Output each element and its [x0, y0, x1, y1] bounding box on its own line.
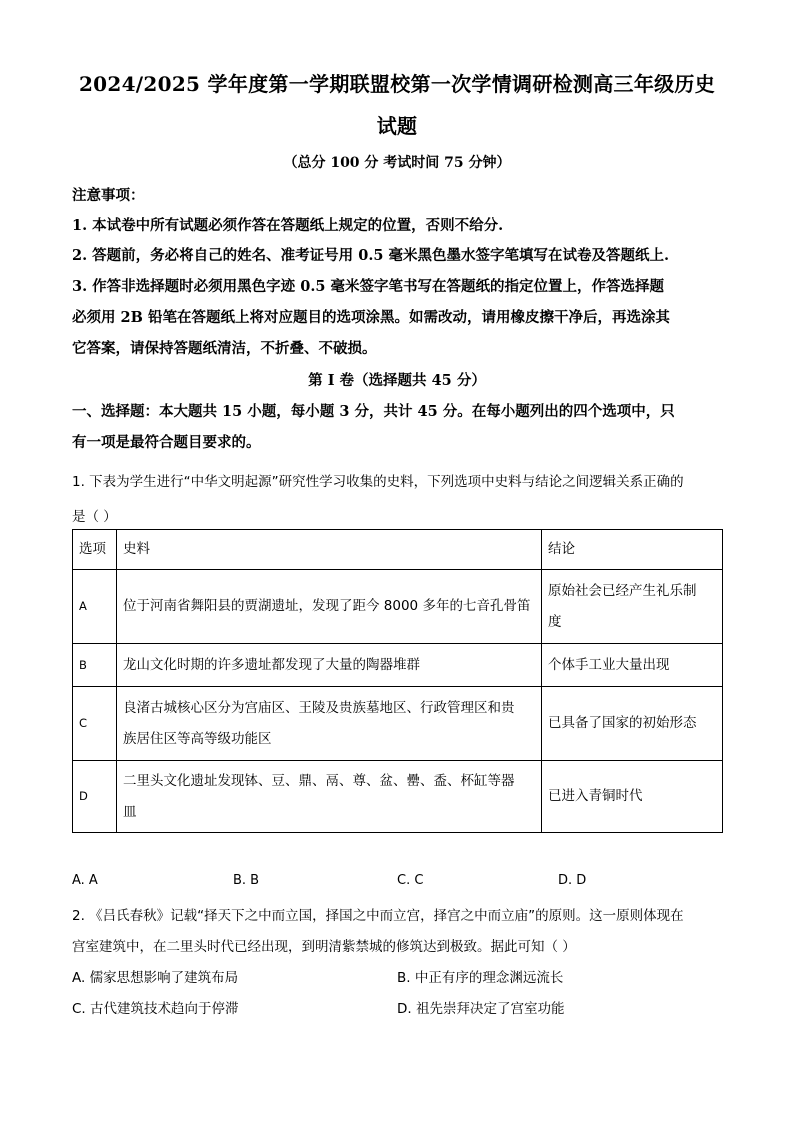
row-option: B [73, 644, 117, 687]
notes-line-2: 2. 答题前，务必将自己的姓名、准考证号用 0.5 毫米黑色墨水签字笔填写在试卷及答题纸上. [72, 247, 670, 264]
header-option: 选项 [73, 530, 117, 570]
row-material-line: 皿 [123, 803, 137, 820]
notes-line-1: 1. 本试卷中所有试题必须作答在答题纸上规定的位置，否则不给分. [72, 217, 504, 234]
exam-title-line1: 2024/2025 学年度第一学期联盟校第一次学情调研检测高三年级历史 [78, 72, 716, 96]
q1-stem-line2: 是（ ） [72, 509, 117, 525]
q1-stem-line1: 1. 下表为学生进行“中华文明起源”研究性学习收集的史料，下列选项中史料与结论之间逻辑关系正确的 [72, 474, 684, 490]
row-conclusion [542, 761, 723, 833]
row-conclusion [542, 687, 723, 761]
section-instruction-line2: 有一项是最符合题目要求的。 [72, 434, 261, 451]
q1-option-d[interactable]: D. D [558, 873, 587, 888]
row-material [117, 761, 542, 833]
row-material-line: 二里头文化遗址发现钵、豆、鼎、鬲、尊、盆、罍、盉、杯缸等器 [123, 772, 515, 789]
q2-option-d[interactable]: D. 祖先崇拜决定了宫室功能 [397, 1001, 565, 1017]
row-conclusion [542, 644, 723, 687]
row-conclusion-line: 已进入青铜时代 [548, 788, 643, 804]
q2-option-b[interactable]: B. 中正有序的理念渊远流长 [397, 970, 564, 986]
table-row [73, 761, 723, 833]
row-conclusion-line: 个体手工业大量出现 [548, 656, 670, 673]
notes-heading: 注意事项： [72, 187, 145, 204]
row-material [117, 570, 542, 644]
row-material-line: 位于河南省舞阳县的贾湖遗址，发现了距今 8000 多年的七音孔骨笛 [123, 598, 531, 614]
row-conclusion-line: 度 [548, 613, 562, 630]
section-instruction-line1: 一、选择题：本大题共 15 小题，每小题 3 分，共计 45 分。在每小题列出的四个选项中，只 [72, 403, 675, 420]
notes-line-5: 它答案，请保持答题纸清洁，不折叠、不破损。 [72, 340, 377, 357]
q1-table [72, 529, 723, 833]
row-option: D [73, 761, 117, 833]
q1-option-b[interactable]: B. B [233, 873, 260, 888]
row-material-line: 良渚古城核心区分为宫庙区、王陵及贵族墓地区、行政管理区和贵 [123, 699, 515, 716]
table-row [73, 570, 723, 644]
row-conclusion-line: 已具备了国家的初始形态 [548, 715, 697, 731]
row-option: A [73, 570, 117, 644]
table-header-row [73, 530, 723, 570]
notes-line-3: 3. 作答非选择题时必须用黑色字迹 0.5 毫米签字笔书写在答题纸的指定位置上，作答选择题 [72, 278, 665, 295]
row-material [117, 644, 542, 687]
table-row [73, 687, 723, 761]
notes-line-4: 必须用 2B 铅笔在答题纸上将对应题目的选项涂黑。如需改动，请用橡皮擦干净后，再选涂其 [72, 309, 670, 326]
row-conclusion-line: 原始社会已经产生礼乐制 [548, 582, 697, 599]
q1-option-c[interactable]: C. C [397, 873, 424, 888]
section-title: 第 I 卷（选择题共 45 分） [308, 372, 486, 389]
q2-option-a[interactable]: A. 儒家思想影响了建筑布局 [72, 970, 239, 986]
exam-title-line2: 试题 [376, 114, 418, 138]
row-material-line: 龙山文化时期的许多遗址都发现了大量的陶器堆群 [123, 656, 420, 673]
q2-stem-line2: 宫室建筑中，在二里头时代已经出现，到明清紫禁城的修筑达到极致。据此可知（ ） [72, 939, 576, 955]
exam-subtitle: （总分 100 分 考试时间 75 分钟） [283, 155, 511, 171]
header-material: 史料 [117, 530, 542, 570]
row-option: C [73, 687, 117, 761]
table-row [73, 644, 723, 687]
q1-option-a[interactable]: A. A [72, 873, 98, 888]
q2-stem-line1: 2. 《吕氏春秋》记载“择天下之中而立国，择国之中而立宫，择宫之中而立庙”的原则。这一原则体现在 [72, 908, 684, 924]
row-material [117, 687, 542, 761]
row-material-line: 族居住区等高等级功能区 [123, 730, 272, 747]
q2-option-c[interactable]: C. 古代建筑技术趋向于停滞 [72, 1001, 239, 1017]
row-conclusion [542, 570, 723, 644]
header-conclusion: 结论 [542, 530, 723, 570]
